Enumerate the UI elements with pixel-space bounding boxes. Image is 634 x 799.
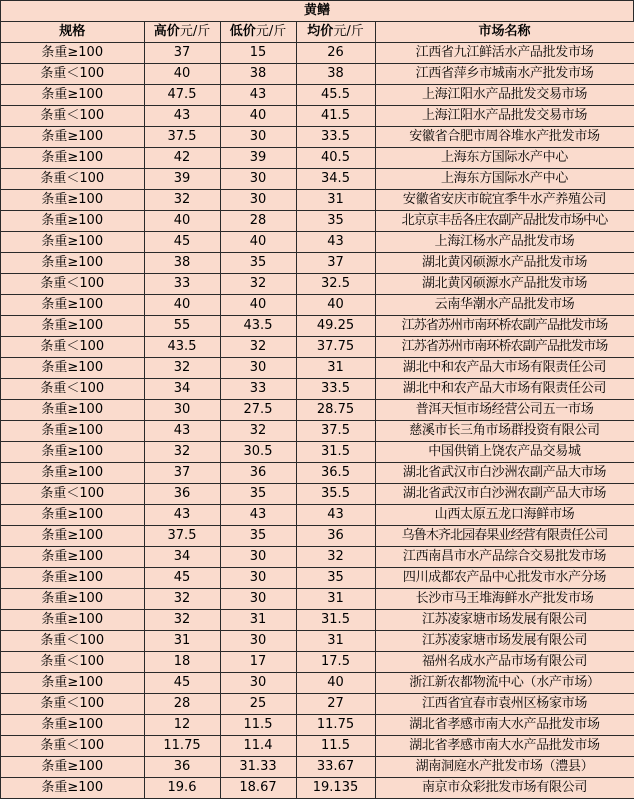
spec-cell: 条重＜100 — [1, 337, 144, 358]
high-price-cell: 32 — [144, 589, 220, 610]
low-price-cell: 33 — [220, 379, 296, 400]
table-row — [1, 421, 634, 442]
low-price-cell: 38 — [220, 64, 296, 85]
table-row — [1, 526, 634, 547]
table-row — [1, 274, 634, 295]
header-avg-price: 均价元/斤 — [296, 22, 375, 43]
avg-price-cell: 36.5 — [296, 463, 375, 484]
market-name-cell: 湖北省孝感市南大水产品批发市场 — [375, 715, 634, 736]
table-row — [1, 442, 634, 463]
spec-cell: 条重≥100 — [1, 232, 144, 253]
avg-price-cell: 41.5 — [296, 106, 375, 127]
price-table — [1, 22, 634, 799]
table-row — [1, 379, 634, 400]
high-price-cell: 36 — [144, 484, 220, 505]
low-price-cell: 30 — [220, 547, 296, 568]
market-name-cell: 江苏省苏州市南环桥农副产品批发市场 — [375, 337, 634, 358]
market-name-cell: 乌鲁木齐北园春果业经营有限责任公司 — [375, 526, 634, 547]
low-price-cell: 32 — [220, 274, 296, 295]
table-row — [1, 694, 634, 715]
spec-cell: 条重≥100 — [1, 715, 144, 736]
table-row — [1, 547, 634, 568]
avg-price-cell: 35 — [296, 568, 375, 589]
high-price-cell: 45 — [144, 232, 220, 253]
high-price-cell: 42 — [144, 148, 220, 169]
low-price-cell: 43.5 — [220, 316, 296, 337]
avg-price-cell: 37.75 — [296, 337, 375, 358]
avg-price-cell: 33.67 — [296, 757, 375, 778]
spec-cell: 条重＜100 — [1, 169, 144, 190]
table-row — [1, 568, 634, 589]
market-name-cell: 湖北黄冈硕源水产品批发市场 — [375, 253, 634, 274]
high-price-cell: 55 — [144, 316, 220, 337]
avg-price-cell: 11.75 — [296, 715, 375, 736]
avg-price-cell: 37 — [296, 253, 375, 274]
high-price-cell: 37.5 — [144, 526, 220, 547]
header-high-price: 高价元/斤 — [144, 22, 220, 43]
avg-price-cell: 33.5 — [296, 127, 375, 148]
low-price-cell: 30 — [220, 169, 296, 190]
high-price-cell: 43 — [144, 106, 220, 127]
high-price-cell: 34 — [144, 379, 220, 400]
spec-cell: 条重＜100 — [1, 736, 144, 757]
market-name-cell: 山西太原五龙口海鲜市场 — [375, 505, 634, 526]
header-low-price: 低价元/斤 — [220, 22, 296, 43]
spec-cell: 条重≥100 — [1, 778, 144, 799]
spec-cell: 条重≥100 — [1, 526, 144, 547]
market-name-cell: 湖北省武汉市白沙洲农副产品大市场 — [375, 484, 634, 505]
market-name-cell: 浙江新农都物流中心（水产市场） — [375, 673, 634, 694]
avg-price-cell: 32 — [296, 547, 375, 568]
table-row — [1, 127, 634, 148]
low-price-cell: 35 — [220, 253, 296, 274]
high-price-cell: 37 — [144, 43, 220, 64]
table-row — [1, 211, 634, 232]
market-name-cell: 上海东方国际水产中心 — [375, 169, 634, 190]
table-row — [1, 631, 634, 652]
market-name-cell: 上海江杨水产品批发市场 — [375, 232, 634, 253]
avg-price-cell: 31 — [296, 358, 375, 379]
high-price-cell: 36 — [144, 757, 220, 778]
spec-cell: 条重≥100 — [1, 547, 144, 568]
high-price-cell: 40 — [144, 64, 220, 85]
spec-cell: 条重≥100 — [1, 673, 144, 694]
header-market-name: 市场名称 — [375, 22, 634, 43]
avg-price-cell: 33.5 — [296, 379, 375, 400]
spec-cell: 条重≥100 — [1, 295, 144, 316]
high-price-cell: 40 — [144, 211, 220, 232]
table-row — [1, 463, 634, 484]
low-price-cell: 32 — [220, 421, 296, 442]
market-name-cell: 江西省萍乡市城南水产批发市场 — [375, 64, 634, 85]
market-name-cell: 普洱天恒市场经营公司五一市场 — [375, 400, 634, 421]
spec-cell: 条重≥100 — [1, 253, 144, 274]
avg-price-cell: 35 — [296, 211, 375, 232]
table-row — [1, 295, 634, 316]
table-row — [1, 106, 634, 127]
low-price-cell: 40 — [220, 232, 296, 253]
spec-cell: 条重≥100 — [1, 148, 144, 169]
low-price-cell: 30 — [220, 631, 296, 652]
high-price-cell: 37.5 — [144, 127, 220, 148]
spec-cell: 条重≥100 — [1, 358, 144, 379]
low-price-cell: 27.5 — [220, 400, 296, 421]
market-name-cell: 长沙市马王堆海鲜水产批发市场 — [375, 589, 634, 610]
low-price-cell: 40 — [220, 106, 296, 127]
high-price-cell: 30 — [144, 400, 220, 421]
high-price-cell: 32 — [144, 190, 220, 211]
spec-cell: 条重≥100 — [1, 568, 144, 589]
high-price-cell: 33 — [144, 274, 220, 295]
low-price-cell: 31.33 — [220, 757, 296, 778]
avg-price-cell: 31 — [296, 190, 375, 211]
spec-cell: 条重＜100 — [1, 694, 144, 715]
table-row — [1, 85, 634, 106]
table-row — [1, 505, 634, 526]
spec-cell: 条重＜100 — [1, 106, 144, 127]
market-name-cell: 北京京丰岳各庄农副产品批发市场中心 — [375, 211, 634, 232]
low-price-cell: 30 — [220, 673, 296, 694]
high-price-cell: 39 — [144, 169, 220, 190]
table-row — [1, 589, 634, 610]
table-row — [1, 400, 634, 421]
market-name-cell: 湖北省武汉市白沙洲农副产品大市场 — [375, 463, 634, 484]
table-row — [1, 610, 634, 631]
market-name-cell: 南京市众彩批发市场有限公司 — [375, 778, 634, 799]
table-row — [1, 715, 634, 736]
low-price-cell: 40 — [220, 295, 296, 316]
table-row — [1, 64, 634, 85]
high-price-cell: 32 — [144, 358, 220, 379]
spec-cell: 条重≥100 — [1, 589, 144, 610]
spec-cell: 条重≥100 — [1, 190, 144, 211]
low-price-cell: 43 — [220, 505, 296, 526]
high-price-cell: 28 — [144, 694, 220, 715]
market-name-cell: 四川成都农产品中心批发市水产分场 — [375, 568, 634, 589]
avg-price-cell: 38 — [296, 64, 375, 85]
spec-cell: 条重≥100 — [1, 505, 144, 526]
low-price-cell: 32 — [220, 337, 296, 358]
high-price-cell: 18 — [144, 652, 220, 673]
avg-price-cell: 49.25 — [296, 316, 375, 337]
table-row — [1, 778, 634, 799]
low-price-cell: 11.5 — [220, 715, 296, 736]
high-price-cell: 38 — [144, 253, 220, 274]
market-name-cell: 江西省宜春市袁州区杨家市场 — [375, 694, 634, 715]
spec-cell: 条重≥100 — [1, 400, 144, 421]
avg-price-cell: 31.5 — [296, 442, 375, 463]
avg-price-cell: 17.5 — [296, 652, 375, 673]
spec-cell: 条重≥100 — [1, 85, 144, 106]
table-row — [1, 337, 634, 358]
avg-price-cell: 27 — [296, 694, 375, 715]
market-name-cell: 江苏省苏州市南环桥农副产品批发市场 — [375, 316, 634, 337]
spec-cell: 条重≥100 — [1, 757, 144, 778]
table-row — [1, 757, 634, 778]
low-price-cell: 28 — [220, 211, 296, 232]
high-price-cell: 43 — [144, 505, 220, 526]
market-name-cell: 江西省九江鲜活水产品批发市场 — [375, 43, 634, 64]
avg-price-cell: 40.5 — [296, 148, 375, 169]
table-row — [1, 484, 634, 505]
table-row — [1, 673, 634, 694]
spec-cell: 条重≥100 — [1, 442, 144, 463]
market-name-cell: 江苏凌家塘市场发展有限公司 — [375, 610, 634, 631]
market-name-cell: 上海江阳水产品批发交易市场 — [375, 106, 634, 127]
market-name-cell: 上海江阳水产品批发交易市场 — [375, 85, 634, 106]
table-row — [1, 43, 634, 64]
spec-cell: 条重≥100 — [1, 211, 144, 232]
low-price-cell: 25 — [220, 694, 296, 715]
market-name-cell: 江苏凌家塘市场发展有限公司 — [375, 631, 634, 652]
low-price-cell: 39 — [220, 148, 296, 169]
low-price-cell: 43 — [220, 85, 296, 106]
avg-price-cell: 37.5 — [296, 421, 375, 442]
low-price-cell: 30.5 — [220, 442, 296, 463]
avg-price-cell: 35.5 — [296, 484, 375, 505]
header-spec: 规格 — [1, 22, 144, 43]
market-name-cell: 福州名成水产品市场有限公司 — [375, 652, 634, 673]
low-price-cell: 36 — [220, 463, 296, 484]
avg-price-cell: 34.5 — [296, 169, 375, 190]
avg-price-cell: 43 — [296, 232, 375, 253]
table-title: 黄鳝 — [1, 1, 634, 22]
spec-cell: 条重＜100 — [1, 274, 144, 295]
low-price-cell: 35 — [220, 484, 296, 505]
low-price-cell: 35 — [220, 526, 296, 547]
spec-cell: 条重≥100 — [1, 127, 144, 148]
high-price-cell: 12 — [144, 715, 220, 736]
market-name-cell: 上海东方国际水产中心 — [375, 148, 634, 169]
table-row — [1, 232, 634, 253]
avg-price-cell: 11.5 — [296, 736, 375, 757]
high-price-cell: 40 — [144, 295, 220, 316]
high-price-cell: 37 — [144, 463, 220, 484]
table-row — [1, 190, 634, 211]
avg-price-cell: 19.135 — [296, 778, 375, 799]
low-price-cell: 15 — [220, 43, 296, 64]
low-price-cell: 30 — [220, 568, 296, 589]
spec-cell: 条重＜100 — [1, 484, 144, 505]
high-price-cell: 45 — [144, 568, 220, 589]
market-name-cell: 湖北中和农产品大市场有限责任公司 — [375, 379, 634, 400]
avg-price-cell: 31.5 — [296, 610, 375, 631]
high-price-cell: 32 — [144, 442, 220, 463]
avg-price-cell: 28.75 — [296, 400, 375, 421]
low-price-cell: 30 — [220, 358, 296, 379]
table-row — [1, 736, 634, 757]
table-row — [1, 253, 634, 274]
avg-price-cell: 36 — [296, 526, 375, 547]
low-price-cell: 17 — [220, 652, 296, 673]
high-price-cell: 34 — [144, 547, 220, 568]
avg-price-cell: 45.5 — [296, 85, 375, 106]
market-name-cell: 慈溪市长三角市场群投资有限公司 — [375, 421, 634, 442]
high-price-cell: 11.75 — [144, 736, 220, 757]
low-price-cell: 30 — [220, 589, 296, 610]
high-price-cell: 32 — [144, 610, 220, 631]
high-price-cell: 19.6 — [144, 778, 220, 799]
spec-cell: 条重≥100 — [1, 316, 144, 337]
spec-cell: 条重＜100 — [1, 652, 144, 673]
market-name-cell: 湖北中和农产品大市场有限责任公司 — [375, 358, 634, 379]
high-price-cell: 43 — [144, 421, 220, 442]
avg-price-cell: 40 — [296, 673, 375, 694]
spec-cell: 条重≥100 — [1, 463, 144, 484]
header-row — [1, 22, 634, 43]
avg-price-cell: 31 — [296, 589, 375, 610]
low-price-cell: 31 — [220, 610, 296, 631]
market-name-cell: 湖南洞庭水产批发市场（澧县） — [375, 757, 634, 778]
spec-cell: 条重≥100 — [1, 421, 144, 442]
avg-price-cell: 32.5 — [296, 274, 375, 295]
spec-cell: 条重＜100 — [1, 64, 144, 85]
market-name-cell: 江西南昌市水产品综合交易批发市场 — [375, 547, 634, 568]
table-row — [1, 358, 634, 379]
avg-price-cell: 43 — [296, 505, 375, 526]
table-row — [1, 169, 634, 190]
market-name-cell: 安徽省合肥市周谷堆水产批发市场 — [375, 127, 634, 148]
low-price-cell: 11.4 — [220, 736, 296, 757]
spec-cell: 条重≥100 — [1, 610, 144, 631]
spec-cell: 条重＜100 — [1, 631, 144, 652]
table-row — [1, 148, 634, 169]
market-name-cell: 云南华潮水产品批发市场 — [375, 295, 634, 316]
low-price-cell: 18.67 — [220, 778, 296, 799]
avg-price-cell: 31 — [296, 631, 375, 652]
low-price-cell: 30 — [220, 190, 296, 211]
market-name-cell: 安徽省安庆市皖宜季牛水产养殖公司 — [375, 190, 634, 211]
low-price-cell: 30 — [220, 127, 296, 148]
high-price-cell: 43.5 — [144, 337, 220, 358]
avg-price-cell: 26 — [296, 43, 375, 64]
spec-cell: 条重＜100 — [1, 379, 144, 400]
high-price-cell: 31 — [144, 631, 220, 652]
market-name-cell: 中国供销上饶农产品交易城 — [375, 442, 634, 463]
high-price-cell: 45 — [144, 673, 220, 694]
market-name-cell: 湖北黄冈硕源水产品批发市场 — [375, 274, 634, 295]
table-row — [1, 652, 634, 673]
spec-cell: 条重≥100 — [1, 43, 144, 64]
high-price-cell: 47.5 — [144, 85, 220, 106]
avg-price-cell: 40 — [296, 295, 375, 316]
market-name-cell: 湖北省孝感市南大水产品批发市场 — [375, 736, 634, 757]
table-row — [1, 316, 634, 337]
